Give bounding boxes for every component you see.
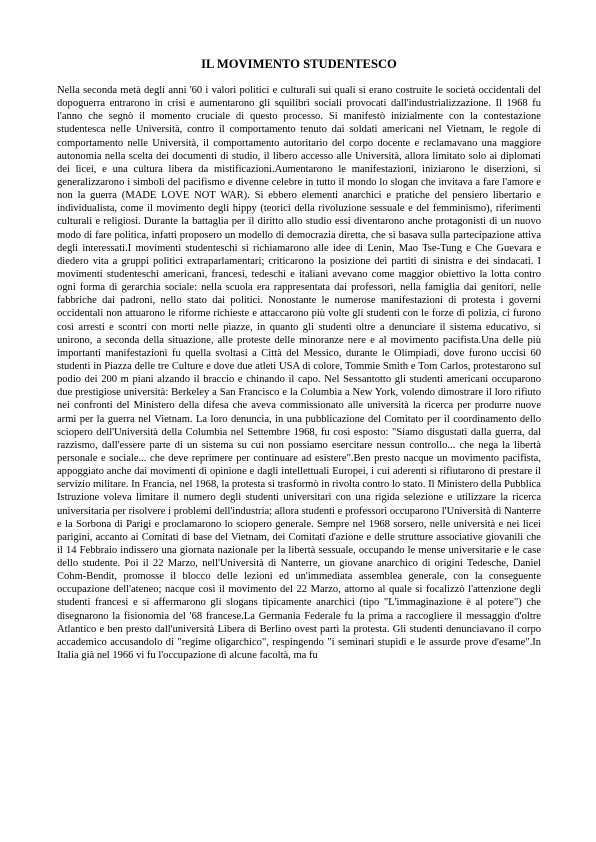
document-body-paragraph: Nella seconda metà degli anni '60 i valori politici e culturali sui quali si erano costruite le società occidentali del dopoguerra entrarono in crisi e aumentarono gli squilibri sociali provocati dall'industrializzazione. Il 1968 fu l'anno che segnò il momento cruciale di questo processo. Si manifestò inizialmente con la contestazione studentesca nelle Università, contro il comportamento tenuto dai soldati americani nel Vietnam, le regole di comportamento nelle Università, il comportamento autoritario del corpo docente e reclamavano una maggiore autonomia nella scelta dei documenti di studio, il libero accesso alle Università, allora limitato solo ai diplomati dei licei, e una cultura libera da mistificazioni.Aumentarono le manifestazioni, iniziarono le diserzioni, si generalizzarono i simboli del pacifismo e divenne celebre in tutto il mondo lo slogan che invitava a fare l'amore e non la guerra (MADE LOVE NOT WAR). Si ebbero elementi anarchici e pratiche del pensiero libertario e individualista, come il movimento degli hippy (teorici della rivoluzione sessuale e del femminismo), riferimenti culturali e religiosi. Durante la battaglia per il diritto allo studio essi diventarono anche protagonisti di un nuovo modo di fare politica, infatti proposero un modello di democrazia diretta, che si basava sulla partecipazione attiva degli interessati.I movimenti studenteschi si richiamarono alle idee di Lenin, Mao Tse-Tung e Che Guevara e diedero vita a gruppi politici extraparlamentari; criticarono la posizione dei partiti di sinistra e dei sindacati. I movimenti studenteschi americani, francesi, tedeschi e italiani avevano come maggior obiettivo la lotta contro ogni forma di gerarchia sociale: nella scuola era rappresentata dai professori, nella famiglia dai genitori, nelle fabbriche dai padroni, nello stato dai politici. Nonostante le numerose manifestazioni di protesta i governi occidentali non attuarono le riforme richieste e attaccarono più volte gli studenti con le forze di polizia, ci furono così arresti e scontri con morti nelle piazze, in quanto gli studenti oltre a denunciare il sistema educativo, si unirono, a seconda della situazione, alle proteste delle minoranze nere e al movimento pacifista.Una delle più importanti manifestazioni fu quella svoltasi a Città del Messico, durante le Olimpiadi, dove furono uccisi 60 studenti in Piazza delle tre Culture e dove due atleti USA di colore, Tommie Smith e Tom Carlos, protestarono sul podio dei 200 m piani alzando il braccio e chinando il capo. Nel Sessantotto gli studenti americani occuparono due prestigiose università: Berkeley a San Francisco e la Columbia a New York, volendo dimostrare il loro rifiuto nei confronti del Ministero della difesa che aveva commissionato alle università la ricerca per produrre nuove armi per la guerra nel Vietnam. La loro denuncia, in una pubblicazione del Comitato per il coordinamento dello sciopero dell'Università della Columbia nel Settembre 1968, fu così esposto: "Siamo disgustati dalla guerra, dal razzismo, dall'essere parte di un sistema su cui non possiamo esercitare nessun controllo... che nega la libertà personale e sociale... che deve reprimere per continuare ad esistere".Ben presto nacque un movimento pacifista, appoggiato anche dai movimenti di opinione e dagli intellettuali Europei, i cui aderenti si rifiutarono di prestare il servizio militare. In Francia, nel 1968, la protesta si trasformò in rivolta contro lo stato. Il Ministero della Pubblica Istruzione voleva limitare il numero degli studenti universitari con una rigida selezione e utilizzare la ricerca universitaria per risolvere i problemi dell'industria; allora studenti e professori occuparono l'Università di Nanterre e la Sorbona di Parigi e proclamarono lo sciopero generale. Sempre nel 1968 sorsero, nelle università e nei licei parigini, accanto ai Comitati di base del Vietnam, dei Comitati d'azione e delle strutture associative giovanili che il 14 Febbraio indissero una giornata nazionale per la libertà sessuale, occupando le mense universitarie e le case dello studente. Poi il 22 Marzo, nell'Università di Nanterre, un giovane anarchico di origini Tedesche, Daniel Cohm-Bendit, promosse il blocco delle lezioni ed un'immediata assemblea generale, con la conseguente occupazione dell'ateneo; nacque così il movimento del 22 Marzo, attorno al quale si focalizzò l'attenzione degli studenti francesi e si affermarono gli slogans tipicamente anarchici (tipo "L'immaginazione è al potere") che disegnarono la fisionomia del '68 francese.La Germania Federale fu la prima a raccogliere il messaggio d'oltre Atlantico e ben presto dall'università Libera di Berlino ovest partì la protesta. Gli studenti denunciavano il corpo accademico accusandolo di "regime oligarchico", respingendo "i seminari stupidi e le assurde prove d'esame".In Italia già nel 1966 vi fu l'occupazione di alcune facoltà, ma fu xyxy=(57,85,541,662)
document-title: IL MOVIMENTO STUDENTESCO xyxy=(201,57,397,71)
document-page xyxy=(57,57,541,662)
